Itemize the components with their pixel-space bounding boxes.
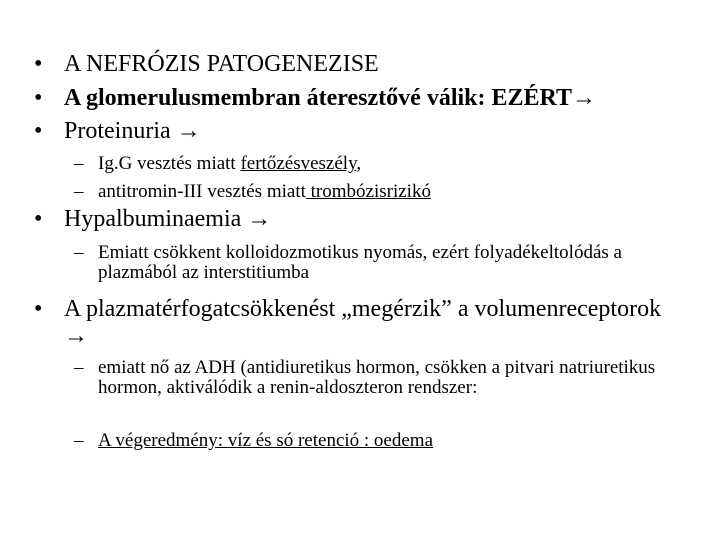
bullet-text: Hypalbuminaemia →: [64, 206, 272, 232]
dash-icon: –: [74, 181, 84, 202]
dash-icon: –: [74, 153, 84, 174]
bullet-text: A glomerulusmembran áteresztővé válik: EZÉRT→: [64, 85, 597, 111]
dash-icon: –: [74, 242, 84, 263]
bullet-icon: •: [34, 85, 43, 111]
sub-item-text: [98, 154, 694, 174]
sub-item-text: [98, 182, 694, 202]
sub-item-igg: [74, 154, 694, 174]
sub-item-kolloid: [74, 243, 694, 283]
dash-icon: –: [74, 357, 84, 378]
text-part: Ig.G vesztés miatt: [98, 153, 241, 174]
underlined-term: fertőzésveszély: [240, 153, 357, 174]
text-part: ,: [356, 153, 362, 174]
bullet-icon: •: [34, 118, 43, 144]
underlined-term: trombózisrizikó: [305, 181, 431, 202]
bullet-item-hypalbuminaemia: [34, 206, 684, 233]
sub-item-vegeredmeny: [74, 431, 694, 451]
bullet-icon: •: [34, 51, 43, 77]
bullet-item-glomerulus: [34, 85, 684, 112]
bullet-icon: •: [34, 296, 43, 322]
text-part: antitromin-III vesztés miatt: [98, 181, 306, 202]
bullet-text: Proteinuria →: [64, 118, 201, 144]
sub-item-antitrombin: [74, 182, 694, 202]
dash-icon: –: [74, 430, 84, 451]
bullet-item-volumen: [34, 296, 684, 350]
bullet-item-proteinuria: [34, 118, 684, 145]
sub-item-text: Emiatt csökkent kolloidozmotikus nyomás, ezért folyadékeltolódás a plazmából az interstitiumba: [98, 242, 622, 283]
sub-item-adh: [74, 358, 694, 398]
bullet-text: A plazmatérfogatcsökkenést „megérzik” a volumenreceptorok →: [64, 296, 662, 349]
bullet-icon: •: [34, 206, 43, 232]
bullet-item-title: [34, 51, 684, 78]
sub-item-text: A végeredmény: víz és só retenció : oedema: [98, 430, 434, 451]
bullet-text: A NEFRÓZIS PATOGENEZISE: [64, 51, 379, 77]
sub-item-text: emiatt nő az ADH (antidiuretikus hormon, csökken a pitvari natriuretikus hormon, aktiválódik a renin-aldoszteron rendszer:: [98, 357, 656, 398]
